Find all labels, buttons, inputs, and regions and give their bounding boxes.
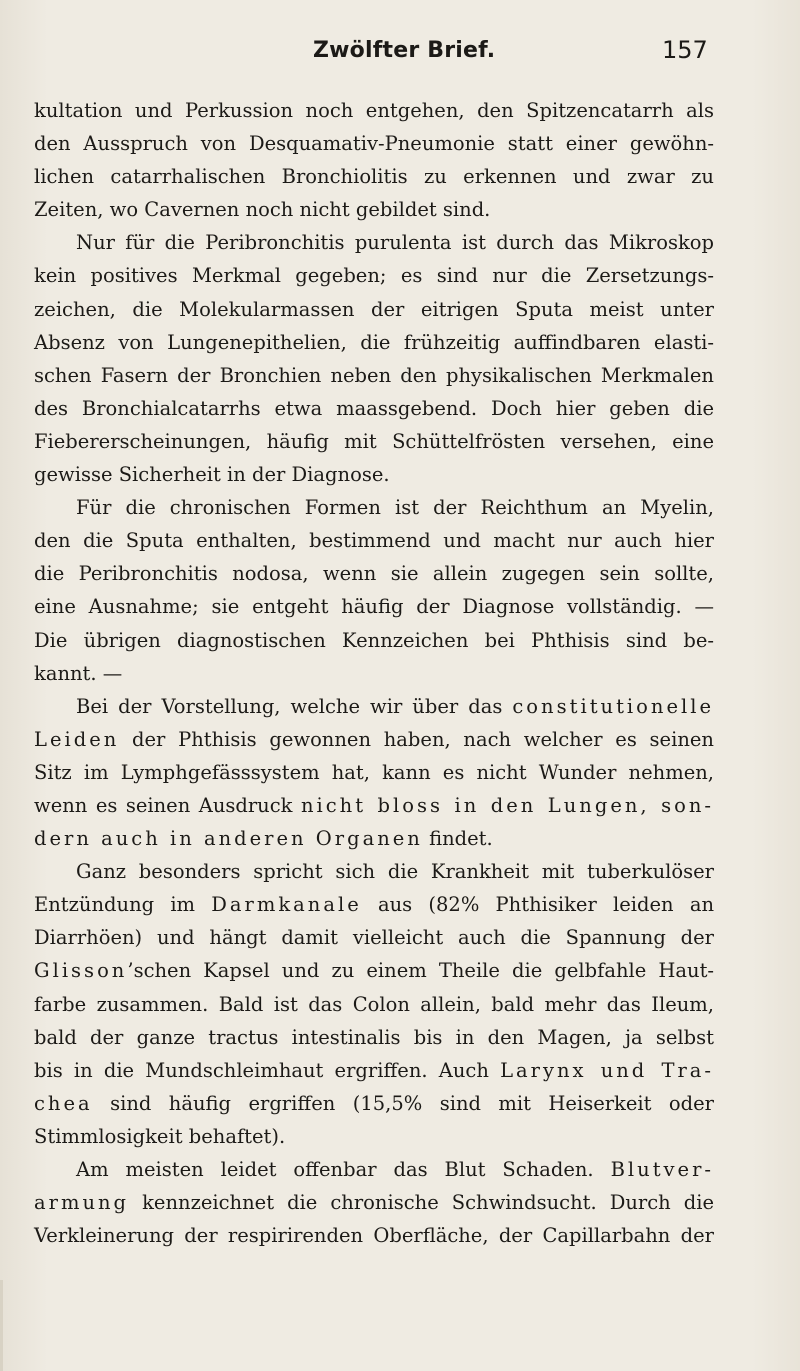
- text-line: den Ausspruch von Desquamativ-Pneumonie statt einer gewöhn-: [34, 132, 714, 156]
- text-line: kein positives Merkmal gegeben; es sind nur die Zersetzungs-: [34, 264, 714, 288]
- text-line: lichen catarrhalischen Bronchiolitis zu erkennen und zwar zu: [34, 165, 714, 189]
- running-title: Zwölfter Brief.: [313, 38, 496, 63]
- emphasis-spaced: armung: [34, 1191, 130, 1215]
- text-line: Für die chronischen Formen ist der Reichthum an Myelin,: [76, 496, 714, 520]
- text-run: wenn es seinen Ausdruck: [34, 793, 293, 817]
- text-line: den die Sputa enthalten, bestimmend und macht nur auch hier: [34, 529, 714, 553]
- text-line: zeichen, die Molekularmassen der eitrigen Sputa meist unter: [34, 297, 714, 321]
- text-line: bald der ganze tractus intestinalis bis in den Magen, ja selbst: [34, 1025, 714, 1049]
- text-run: kennzeichnet die chronische Schwindsucht. Durch die: [142, 1191, 714, 1215]
- paragraph-6: [34, 1153, 714, 1252]
- paragraph-1: [34, 94, 714, 226]
- text-line: die Peribronchitis nodosa, wenn sie allein zugegen sein sollte,: [34, 562, 714, 586]
- emphasis-spaced: chea: [34, 1091, 93, 1115]
- page-header: [0, 38, 800, 70]
- text-line: farbe zusammen. Bald ist das Colon allein, bald mehr das Ileum,: [34, 992, 714, 1016]
- emphasis-spaced: Blutver-: [610, 1158, 714, 1181]
- text-line: [34, 1186, 714, 1219]
- text-line: kultation und Perkussion noch entgehen, den Spitzencatarrh als: [34, 99, 714, 122]
- emphasis-spaced: Glisson: [34, 959, 128, 983]
- text-line: Die übrigen diagnostischen Kennzeichen bei Phthisis sind be-: [34, 628, 714, 652]
- text-line: [34, 1087, 714, 1120]
- text-line: Fiebererscheinungen, häufig mit Schüttelfrösten versehen, eine: [34, 429, 714, 453]
- text-line: Diarrhöen) und hängt damit vielleicht auch die Spannung der: [34, 926, 714, 950]
- text-line: Verkleinerung der respirirenden Oberfläche, der Capillarbahn der: [34, 1224, 714, 1248]
- text-line: Sitz im Lymphgefässsystem hat, kann es nicht Wunder nehmen,: [34, 760, 714, 784]
- emphasis-spaced: nicht bloss in den Lungen, son-: [300, 793, 714, 817]
- text-line: Zeiten, wo Cavernen noch nicht gebildet sind.: [34, 198, 491, 222]
- paragraph-4: [34, 690, 714, 855]
- text-line: gewisse Sicherheit in der Diagnose.: [34, 463, 390, 487]
- text-run: Entzündung im: [34, 893, 196, 917]
- paragraph-3: [34, 491, 714, 690]
- paragraph-5: [34, 855, 714, 1153]
- text-run: der Phthisis gewonnen haben, nach welcher es seinen: [132, 727, 714, 751]
- text-run: findet.: [429, 827, 493, 851]
- text-line: [34, 1054, 714, 1087]
- paragraph-2: [34, 226, 714, 491]
- emphasis-spaced: dern auch in anderen Organen: [34, 827, 423, 851]
- text-line: [34, 789, 714, 822]
- text-line: [34, 1153, 714, 1186]
- text-line: eine Ausnahme; sie entgeht häufig der Diagnose vollständig. —: [34, 595, 714, 619]
- emphasis-spaced: constitutionelle: [512, 694, 715, 718]
- text-line: Nur für die Peribronchitis purulenta ist durch das Mikroskop: [76, 231, 714, 255]
- text-line: des Bronchialcatarrhs etwa maassgebend. Doch hier geben die: [34, 396, 714, 420]
- text-run: Am meisten leidet offenbar das Blut Schaden.: [76, 1158, 594, 1181]
- page-number: 157: [662, 36, 708, 64]
- text-line: schen Fasern der Bronchien neben den physikalischen Merkmalen: [34, 363, 714, 387]
- text-line: [34, 723, 714, 756]
- text-run: aus (82% Phthisiker leiden an: [377, 893, 715, 917]
- text-line: Absenz von Lungenepithelien, die frühzeitig auffindbaren elasti-: [34, 330, 714, 354]
- text-run: ’schen Kapsel und zu einem Theile die gelbfahle Haut-: [127, 959, 714, 983]
- text-line: Ganz besonders spricht sich die Krankheit mit tuberkulöser: [76, 860, 714, 884]
- text-line: [34, 954, 714, 987]
- text-run: bis in die Mundschleimhaut ergriffen. Auch: [34, 1058, 489, 1082]
- text-line: [34, 690, 714, 723]
- text-line: Stimmlosigkeit behaftet).: [34, 1124, 286, 1148]
- text-line: kannt. —: [34, 661, 123, 685]
- page-edge-shadow: [0, 1280, 3, 1371]
- text-line: [34, 888, 714, 921]
- text-run: Bei der Vorstellung, welche wir über das: [76, 694, 503, 718]
- emphasis-spaced: Darmkanale: [211, 893, 362, 917]
- body-text: [34, 94, 714, 1252]
- emphasis-spaced: Larynx und Tra-: [500, 1058, 714, 1082]
- emphasis-spaced: Leiden: [34, 727, 120, 751]
- text-run: sind häufig ergriffen (15,5% sind mit Heiserkeit oder: [110, 1091, 714, 1115]
- text-line: [34, 822, 714, 855]
